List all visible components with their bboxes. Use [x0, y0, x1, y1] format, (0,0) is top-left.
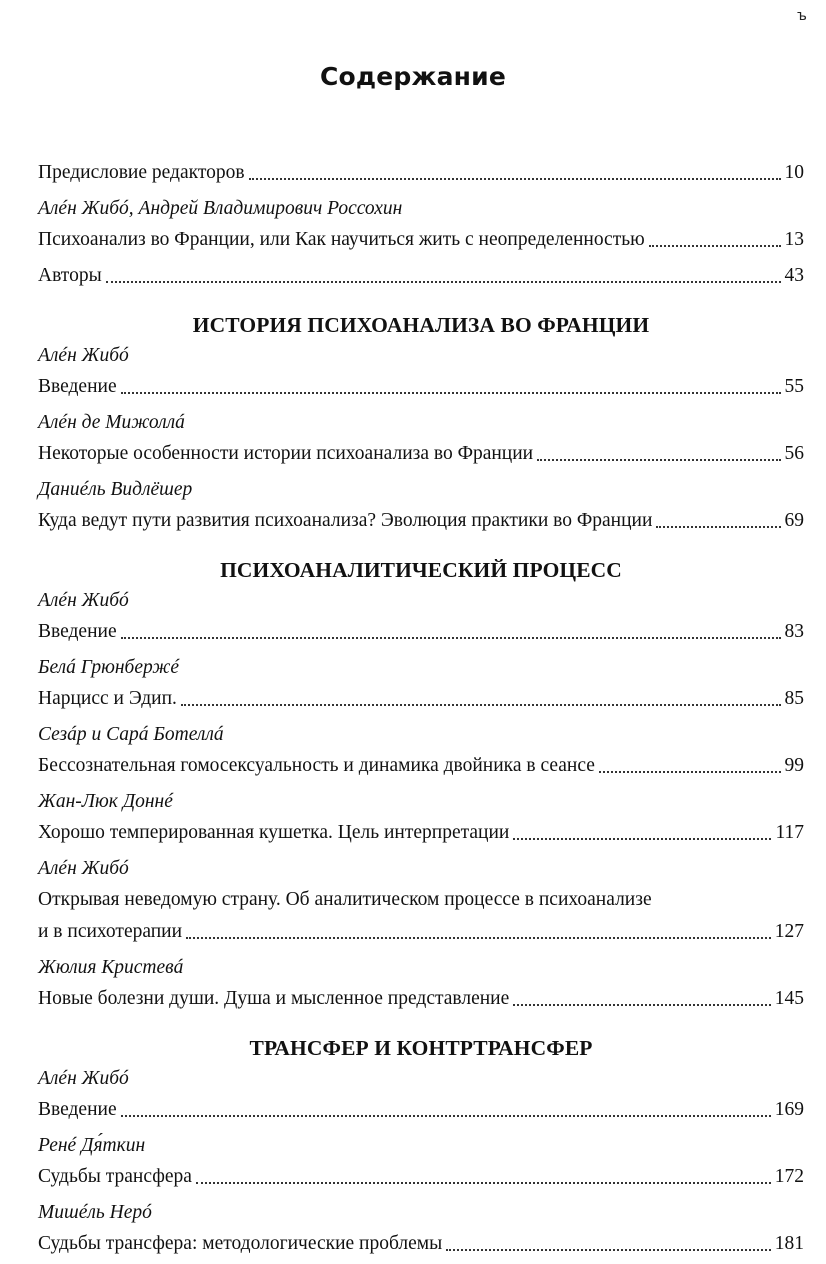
entry-author: Алéн де Мижоллá — [38, 412, 185, 433]
table-of-contents — [38, 157, 804, 1264]
section-heading: ИСТОРИЯ ПСИХОАНАЛИЗА ВО ФРАНЦИИ — [192, 313, 650, 337]
dot-leader — [513, 817, 771, 849]
entry-author: Алéн Жибó — [38, 345, 129, 366]
entry-title: Хорошо темперированная кушетка. Цель интерпретации — [38, 822, 510, 843]
entry-author: Сезáр и Сарá Ботеллá — [38, 724, 224, 745]
entry-line[interactable] — [38, 683, 804, 715]
entry-title: Предисловие редакторов — [38, 162, 245, 183]
toc-entry — [38, 853, 804, 948]
section-heading: ПСИХОАНАЛИТИЧЕСКИЙ ПРОЦЕСС — [220, 558, 622, 582]
dot-leader — [537, 438, 780, 470]
toc-entry — [38, 407, 804, 470]
entry-line[interactable] — [38, 750, 804, 782]
page-number: 169 — [774, 1099, 804, 1120]
entry-author: Алéн Жибó, Андрей Владимирович Россохин — [38, 198, 403, 219]
dot-leader — [599, 750, 781, 782]
page-number: 117 — [775, 822, 804, 843]
dot-leader — [649, 224, 781, 256]
dot-leader — [656, 505, 780, 537]
entry-line[interactable] — [38, 157, 804, 189]
entry-title: Авторы — [38, 265, 102, 286]
entry-line[interactable] — [38, 260, 804, 292]
entry-title: Судьбы трансфера: методологические проблемы — [38, 1233, 443, 1254]
page-number: 99 — [784, 755, 804, 776]
dot-leader — [121, 616, 781, 648]
dot-leader — [249, 157, 781, 189]
section-heading: ТРАНСФЕР И КОНТРТРАНСФЕР — [249, 1036, 593, 1060]
entry-author: Алéн Жибó — [38, 858, 129, 879]
dot-leader — [186, 916, 771, 948]
toc-entry — [38, 474, 804, 537]
page-number: 85 — [784, 688, 804, 709]
page-number: 56 — [784, 443, 804, 464]
entry-title: и в психотерапии — [38, 921, 183, 942]
toc-entry — [38, 1063, 804, 1126]
dot-leader — [106, 260, 781, 292]
entry-title: Введение — [38, 376, 117, 397]
entry-author: Алéн Жибó — [38, 1068, 129, 1089]
toc-entry — [38, 1130, 804, 1193]
entry-title: Введение — [38, 621, 117, 642]
entry-title: Некоторые особенности истории психоанализа во Франции — [38, 443, 534, 464]
entry-title: Судьбы трансфера — [38, 1166, 192, 1187]
entry-line[interactable] — [38, 616, 804, 648]
toc-entry — [38, 952, 804, 1015]
entry-line[interactable] — [38, 1094, 804, 1126]
page-number: 127 — [774, 921, 804, 942]
entry-line[interactable] — [38, 438, 804, 470]
page-number: 43 — [784, 265, 804, 286]
entry-line[interactable] — [38, 983, 804, 1015]
entry-author: Даниéль Видлёшер — [38, 479, 193, 500]
dot-leader — [121, 1094, 771, 1126]
toc-entry — [38, 340, 804, 403]
entry-title: Новые болезни души. Душа и мысленное представление — [38, 988, 510, 1009]
page-title: Содержание — [319, 62, 507, 91]
entry-author: Жюлия Кристевá — [38, 957, 184, 978]
entry-line[interactable] — [38, 505, 804, 537]
entry-line[interactable] — [38, 916, 804, 948]
toc-entry — [38, 652, 804, 715]
entry-title: Нарцисс и Эдип. — [38, 688, 177, 709]
entry-line[interactable] — [38, 1228, 804, 1260]
entry-title: Куда ведут пути развития психоанализа? Эволюция практики во Франции — [38, 510, 653, 531]
entry-author: Мишéль Нерó — [38, 1202, 152, 1223]
entry-title: Введение — [38, 1099, 117, 1120]
dot-leader — [196, 1161, 771, 1193]
entry-author: Жан-Люк Доннé — [38, 791, 173, 812]
toc-entry — [38, 193, 804, 256]
page-number: 145 — [774, 988, 804, 1009]
entry-line[interactable] — [38, 224, 804, 256]
page-number: 181 — [774, 1233, 804, 1254]
entry-author: Алéн Жибó — [38, 590, 129, 611]
page-number: 10 — [784, 162, 804, 183]
toc-entry — [38, 1197, 804, 1260]
entry-title: Психоанализ во Франции, или Как научиться жить с неопределенностью — [38, 229, 645, 250]
entry-author: Ренé Дя́ткин — [38, 1135, 146, 1156]
page-number: 172 — [774, 1166, 804, 1187]
toc-entry — [38, 786, 804, 849]
page-number: 13 — [784, 229, 804, 250]
entry-line[interactable] — [38, 1161, 804, 1193]
toc-entry — [38, 585, 804, 648]
page-number: 83 — [784, 621, 804, 642]
dot-leader — [513, 983, 771, 1015]
dot-leader — [181, 683, 781, 715]
entry-author: Белá Грюнбержé — [38, 657, 180, 678]
entry-title-line: Открывая неведомую страну. Об аналитическом процессе в психоанализе — [38, 889, 652, 910]
dot-leader — [446, 1228, 770, 1260]
dot-leader — [121, 371, 781, 403]
entry-line[interactable] — [38, 817, 804, 849]
toc-entry — [38, 260, 804, 292]
page-number: 55 — [784, 376, 804, 397]
page-corner-mark: ъ — [797, 8, 807, 24]
entry-title: Бессознательная гомосексуальность и динамика двойника в сеансе — [38, 755, 595, 776]
toc-entry — [38, 719, 804, 782]
entry-line[interactable] — [38, 371, 804, 403]
page-number: 69 — [784, 510, 804, 531]
toc-entry — [38, 157, 804, 189]
